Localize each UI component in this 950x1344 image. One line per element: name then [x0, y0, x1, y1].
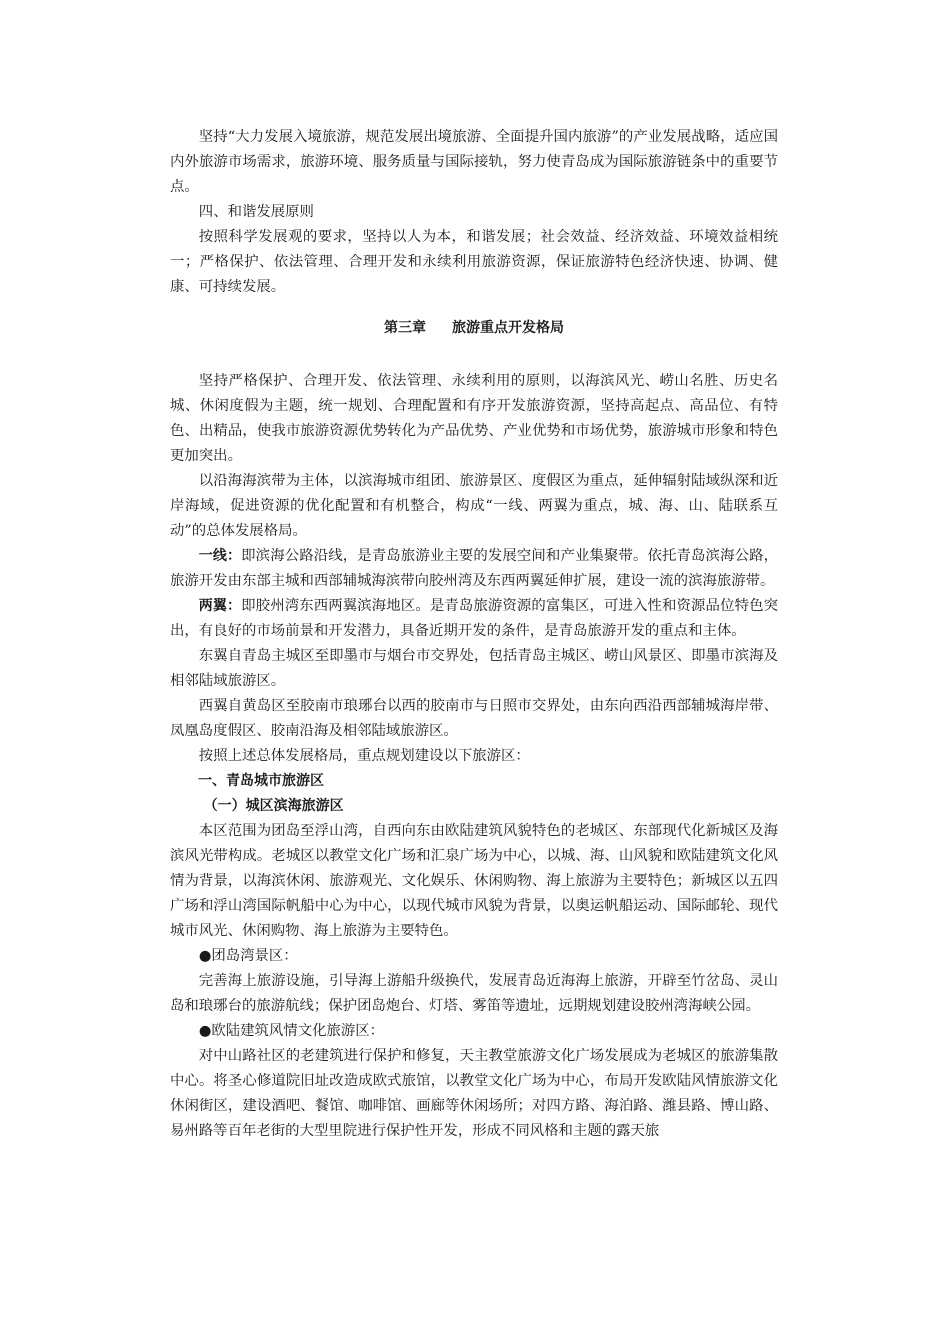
paragraph-tuandao-bay: 完善海上旅游设施，引导海上游船升级换代，发展青岛近海海上旅游，开辟至竹岔岛、灵山岛和琅琊台的旅游航线；保护团岛炮台、灯塔、雾笛等遗址，远期规划建设胶州湾海峡公园。 [170, 973, 778, 1014]
yixian-label: 一线： [198, 548, 242, 564]
chapter-number: 第三章 [384, 320, 426, 336]
paragraph-european-architecture: 对中山路社区的老建筑进行保护和修复，天主教堂旅游文化广场发展成为老城区的旅游集散中心。将圣心修道院旧址改造成欧式旅馆，以教堂文化广场为中心，布局开发欧陆风情旅游文化休闲街区，建设酒吧、餐馆、咖啡馆、画廊等休闲场所；对四方路、海泊路、潍县路、博山路、易州路等百年老街的大型里院进行保护性开发，形成不同风格和主题的露天旅 [170, 1048, 778, 1139]
section-heading-harmonious-development: 四、和谐发展原则 [198, 204, 314, 220]
subheading-urban-coastal-tourism: （一）城区滨海旅游区 [203, 798, 344, 814]
paragraph-planned-zones: 按照上述总体发展格局，重点规划建设以下旅游区： [198, 748, 530, 764]
paragraph-west-wing: 西翼自黄岛区至胶南市琅琊台以西的胶南市与日照市交界处，由东向西沿西部辅城海岸带、凤凰岛度假区、胶南沿海及相邻陆域旅游区。 [170, 698, 778, 739]
chapter-name: 旅游重点开发格局 [452, 320, 564, 336]
paragraph-harmonious-development: 按照科学发展观的要求，坚持以人为本，和谐发展；社会效益、经济效益、环境效益相统一；严格保护、依法管理、合理开发和永续利用旅游资源，保证旅游特色经济快速、协调、健康、可持续发展。 [170, 229, 778, 295]
bullet-european-architecture: ●欧陆建筑风情文化旅游区： [198, 1023, 385, 1039]
paragraph-principles: 坚持严格保护、合理开发、依法管理、永续利用的原则，以海滨风光、崂山名胜、历史名城、休闲度假为主题，统一规划、合理配置和有序开发旅游资源，坚持高起点、高品位、有特色、出精品，使我市旅游资源优势转化为产品优势、产业优势和市场优势，旅游城市形象和特色更加突出。 [170, 373, 778, 464]
bullet-tuandao-bay: ●团岛湾景区： [198, 948, 298, 964]
liangyi-text: 即胶州湾东西两翼滨海地区。是青岛旅游资源的富集区，可进入性和资源品位特色突出，有良好的市场前景和开发潜力，具备近期开发的条件，是青岛旅游开发的重点和主体。 [170, 598, 778, 639]
heading-qingdao-city-tourism: 一、青岛城市旅游区 [198, 773, 324, 789]
paragraph-yixian [170, 544, 778, 594]
document-body [170, 125, 778, 1144]
paragraph-tourism-strategy: 坚持“大力发展入境旅游，规范发展出境旅游、全面提升国内旅游”的产业发展战略，适应国内外旅游市场需求，旅游环境、服务质量与国际接轨，努力使青岛成为国际旅游链条中的重要节点。 [170, 129, 778, 195]
liangyi-label: 两翼： [198, 598, 242, 614]
paragraph-liangyi [170, 594, 778, 644]
paragraph-overall-layout: 以沿海海滨带为主体，以滨海城市组团、旅游景区、度假区为重点，延伸辐射陆域纵深和近岸海域，促进资源的优化配置和有机整合，构成“一线、两翼为重点，城、海、山、陆联系互动”的总体发展格局。 [170, 473, 778, 539]
paragraph-area-description: 本区范围为团岛至浮山湾，自西向东由欧陆建筑风貌特色的老城区、东部现代化新城区及海滨风光带构成。老城区以教堂文化广场和汇泉广场为中心，以城、海、山风貌和欧陆建筑文化风情为背景，以海滨休闲、旅游观光、文化娱乐、休闲购物、海上旅游为主要特色；新城区以五四广场和浮山湾国际帆船中心为中心，以现代城市风貌为背景，以奥运帆船运动、国际邮轮、现代城市风光、休闲购物、海上旅游为主要特色。 [170, 823, 778, 939]
yixian-text: 即滨海公路沿线，是青岛旅游业主要的发展空间和产业集聚带。依托青岛滨海公路，旅游开发由东部主城和西部辅城海滨带向胶州湾及东西两翼延伸扩展，建设一流的滨海旅游带。 [170, 548, 778, 589]
chapter-title [170, 316, 778, 341]
paragraph-east-wing: 东翼自青岛主城区至即墨市与烟台市交界处，包括青岛主城区、崂山风景区、即墨市滨海及相邻陆域旅游区。 [170, 648, 778, 689]
